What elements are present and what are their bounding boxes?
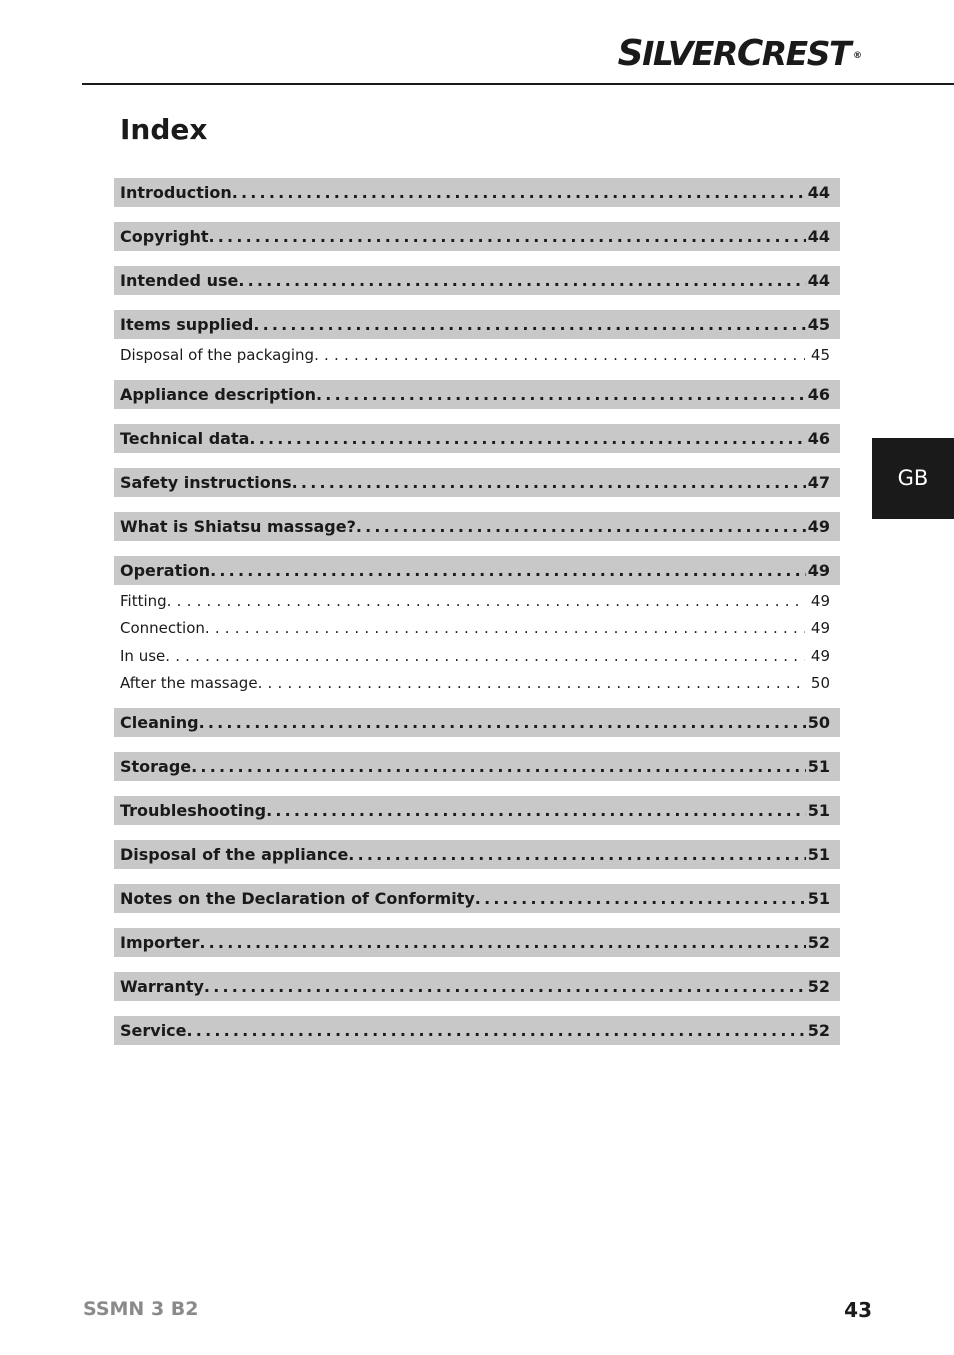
footer-page-number: 43 bbox=[844, 1298, 872, 1322]
toc-subentry-page: 49 bbox=[810, 646, 830, 665]
toc-entry-introduction[interactable] bbox=[114, 178, 840, 207]
toc-subentry-label: In use bbox=[120, 646, 166, 665]
toc-subentry-page: 49 bbox=[810, 619, 830, 637]
toc-entry-cleaning[interactable] bbox=[114, 708, 840, 737]
header-rule bbox=[82, 83, 954, 85]
footer-model-number: SSMN 3 B2 bbox=[83, 1298, 199, 1320]
toc-entry-page: 47 bbox=[807, 472, 830, 492]
toc-subentry-connection[interactable] bbox=[114, 615, 840, 643]
dot-leader bbox=[167, 588, 805, 616]
toc-subentries-operation bbox=[114, 588, 840, 698]
toc-entry-declaration-of-conformity[interactable] bbox=[114, 884, 840, 913]
toc-entry-copyright[interactable] bbox=[114, 222, 840, 251]
toc-subentry-in-use[interactable] bbox=[114, 643, 840, 671]
toc-entry-safety-instructions[interactable] bbox=[114, 468, 840, 497]
toc-subentry-disposal-of-packaging[interactable] bbox=[114, 342, 840, 370]
dot-leader bbox=[199, 708, 806, 737]
toc-entry-label: Copyright bbox=[120, 227, 209, 246]
dot-leader bbox=[238, 266, 805, 295]
dot-leader bbox=[258, 670, 805, 698]
dot-leader bbox=[316, 380, 806, 409]
table-of-contents bbox=[114, 178, 840, 1060]
toc-entry-label: Intended use bbox=[120, 271, 239, 290]
toc-entry-intended-use[interactable] bbox=[114, 266, 840, 295]
dot-leader bbox=[232, 178, 806, 207]
brand-logo-letter-c: C bbox=[736, 33, 762, 74]
toc-entry-operation[interactable] bbox=[114, 556, 840, 585]
language-tab: GB bbox=[872, 438, 954, 519]
toc-entry-label: Technical data bbox=[120, 428, 250, 448]
dot-leader bbox=[205, 615, 805, 643]
dot-leader bbox=[314, 342, 805, 370]
toc-entry-warranty[interactable] bbox=[114, 972, 840, 1001]
dot-leader bbox=[475, 884, 806, 913]
brand-logo-part-rest: REST bbox=[761, 34, 850, 73]
dot-leader bbox=[348, 840, 805, 869]
toc-entry-appliance-description[interactable] bbox=[114, 380, 840, 409]
toc-entry-page: 46 bbox=[807, 384, 830, 404]
toc-entry-label: Appliance description bbox=[120, 384, 317, 404]
dot-leader bbox=[356, 512, 806, 541]
dot-leader bbox=[199, 928, 805, 957]
toc-entry-shiatsu[interactable] bbox=[114, 512, 840, 541]
toc-entry-service[interactable] bbox=[114, 1016, 840, 1045]
toc-entry-page: 44 bbox=[807, 271, 830, 290]
dot-leader bbox=[191, 752, 806, 781]
toc-entry-page: 52 bbox=[807, 976, 830, 996]
dot-leader bbox=[249, 424, 805, 453]
toc-subentry-after-the-massage[interactable] bbox=[114, 670, 840, 698]
toc-subentry-label: After the massage bbox=[120, 674, 258, 692]
toc-entry-page: 51 bbox=[807, 888, 830, 908]
toc-entry-page: 50 bbox=[807, 712, 830, 732]
toc-entry-label: Cleaning bbox=[120, 712, 199, 732]
dot-leader bbox=[253, 310, 805, 339]
toc-entry-label: Safety instructions bbox=[120, 472, 292, 492]
toc-entry-label: Disposal of the appliance bbox=[120, 844, 349, 864]
toc-entry-label: Introduction bbox=[120, 183, 232, 202]
toc-subentries-items-supplied bbox=[114, 342, 840, 370]
toc-entry-page: 46 bbox=[807, 428, 830, 448]
toc-entry-storage[interactable] bbox=[114, 752, 840, 781]
dot-leader bbox=[292, 468, 806, 497]
toc-entry-label: Items supplied bbox=[120, 315, 254, 334]
toc-subentry-page: 49 bbox=[810, 591, 830, 610]
toc-entry-label: Storage bbox=[120, 756, 192, 776]
toc-subentry-fitting[interactable] bbox=[114, 588, 840, 616]
toc-subentry-label: Disposal of the packaging bbox=[120, 346, 315, 364]
registered-mark: ® bbox=[853, 51, 862, 61]
toc-entry-label: What is Shiatsu massage? bbox=[120, 516, 356, 536]
toc-entry-page: 44 bbox=[807, 183, 830, 202]
dot-leader bbox=[208, 222, 805, 251]
dot-leader bbox=[210, 556, 806, 585]
brand-logo-part-ilver: ILVER bbox=[642, 34, 737, 73]
toc-entry-page: 51 bbox=[807, 800, 830, 820]
toc-entry-page: 51 bbox=[807, 844, 830, 864]
page-title: Index bbox=[120, 113, 208, 146]
toc-subentry-page: 45 bbox=[810, 346, 830, 364]
dot-leader bbox=[187, 1016, 806, 1045]
toc-subentry-page: 50 bbox=[810, 674, 830, 692]
toc-entry-page: 49 bbox=[807, 560, 830, 580]
toc-entry-items-supplied[interactable] bbox=[114, 310, 840, 339]
toc-entry-label: Operation bbox=[120, 560, 211, 580]
toc-entry-label: Notes on the Declaration of Conformity bbox=[120, 888, 475, 908]
toc-entry-label: Warranty bbox=[120, 976, 204, 996]
dot-leader bbox=[266, 796, 806, 825]
toc-subentry-label: Connection bbox=[120, 619, 205, 637]
toc-entry-importer[interactable] bbox=[114, 928, 840, 957]
toc-entry-label: Service bbox=[120, 1020, 187, 1040]
dot-leader bbox=[165, 643, 805, 671]
brand-logo-letter-s: S bbox=[617, 33, 643, 74]
toc-entry-disposal-of-appliance[interactable] bbox=[114, 840, 840, 869]
toc-entry-label: Importer bbox=[120, 932, 200, 952]
toc-entry-page: 45 bbox=[807, 315, 830, 334]
toc-entry-page: 44 bbox=[807, 227, 830, 246]
toc-entry-page: 51 bbox=[807, 756, 830, 776]
toc-entry-label: Troubleshooting bbox=[120, 800, 267, 820]
toc-entry-technical-data[interactable] bbox=[114, 424, 840, 453]
toc-entry-page: 52 bbox=[807, 932, 830, 952]
toc-entry-page: 49 bbox=[807, 516, 830, 536]
toc-entry-page: 52 bbox=[807, 1020, 830, 1040]
brand-logo bbox=[618, 34, 862, 74]
dot-leader bbox=[204, 972, 806, 1001]
toc-entry-troubleshooting[interactable] bbox=[114, 796, 840, 825]
toc-subentry-label: Fitting bbox=[120, 591, 167, 610]
